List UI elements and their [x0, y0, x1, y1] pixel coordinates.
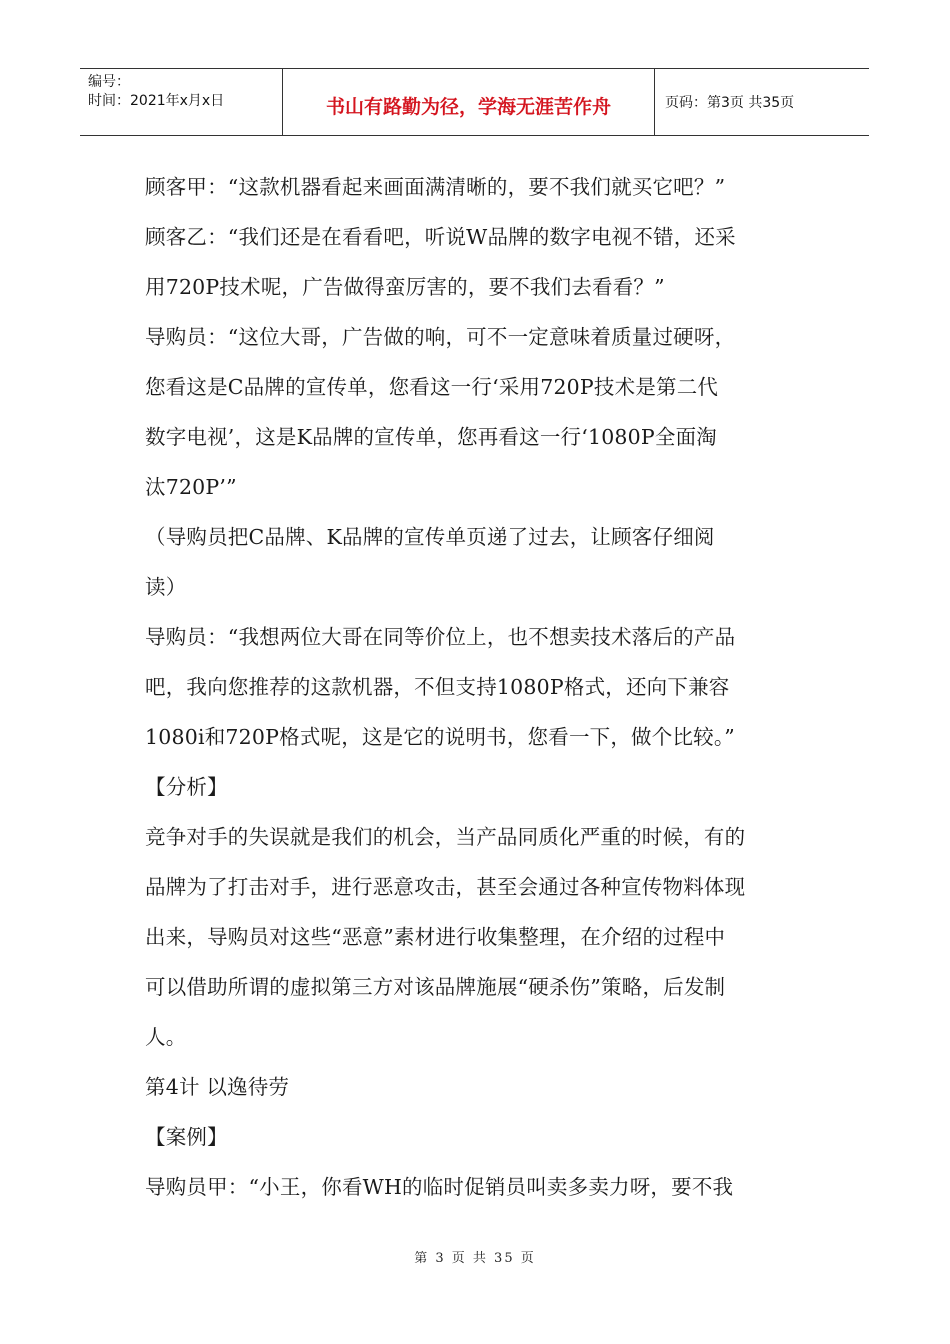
page-header [80, 68, 869, 136]
text-line: 竞争对手的失误就是我们的机会，当产品同质化严重的时候，有的 [145, 825, 746, 849]
section-heading-analysis: 【分析】 [145, 775, 228, 799]
text-line: 吧，我向您推荐的这款机器，不但支持1080P格式，还向下兼容 [145, 675, 730, 699]
text-line: 品牌为了打击对手，进行恶意攻击，甚至会通过各种宣传物料体现 [145, 875, 746, 899]
text-line: 出来，导购员对这些“恶意”素材进行收集整理，在介绍的过程中 [145, 925, 726, 949]
header-motto: 书山有路勤为径，学海无涯苦作舟 [282, 69, 655, 135]
text-line: 数字电视’，这是K品牌的宣传单，您再看这一行‘1080P全面淘 [145, 425, 718, 449]
text-line: 汰720P’” [145, 475, 237, 499]
text-line: 导购员甲：“小王，你看WH的临时促销员叫卖多卖力呀，要不我 [145, 1175, 734, 1199]
number-label: 编号： [88, 74, 130, 90]
section-heading-case: 【案例】 [145, 1125, 228, 1149]
text-line: 1080i和720P格式呢，这是它的说明书，您看一下，做个比较。” [145, 725, 735, 749]
header-meta [80, 69, 282, 135]
strategy-title: 第4计 以逸待劳 [145, 1075, 290, 1099]
text-line: 用720P技术呢，广告做得蛮厉害的，要不我们去看看？” [145, 275, 665, 299]
text-line: 顾客乙：“我们还是在看看吧，听说W品牌的数字电视不错，还采 [145, 225, 736, 249]
header-page-code: 页码：第3页 共35页 [665, 95, 795, 111]
text-line: 可以借助所谓的虚拟第三方对该品牌施展“硬杀伤”策略，后发制 [145, 975, 726, 999]
text-line: 人。 [145, 1025, 187, 1049]
page-footer: 第 3 页 共 35 页 [414, 1251, 536, 1266]
text-line: 您看这是C品牌的宣传单，您看这一行‘采用720P技术是第二代 [145, 375, 719, 399]
text-line: （导购员把C品牌、K品牌的宣传单页递了过去，让顾客仔细阅 [145, 525, 715, 549]
text-line: 读） [145, 575, 187, 599]
document-body [145, 162, 815, 1212]
text-line: 导购员：“这位大哥，广告做的响，可不一定意味着质量过硬呀， [145, 325, 736, 349]
time-label: 时间：2021年x月x日 [88, 93, 225, 109]
text-line: 顾客甲：“这款机器看起来画面满清晰的，要不我们就买它吧？” [145, 175, 726, 199]
text-line: 导购员：“我想两位大哥在同等价位上，也不想卖技术落后的产品 [145, 625, 736, 649]
